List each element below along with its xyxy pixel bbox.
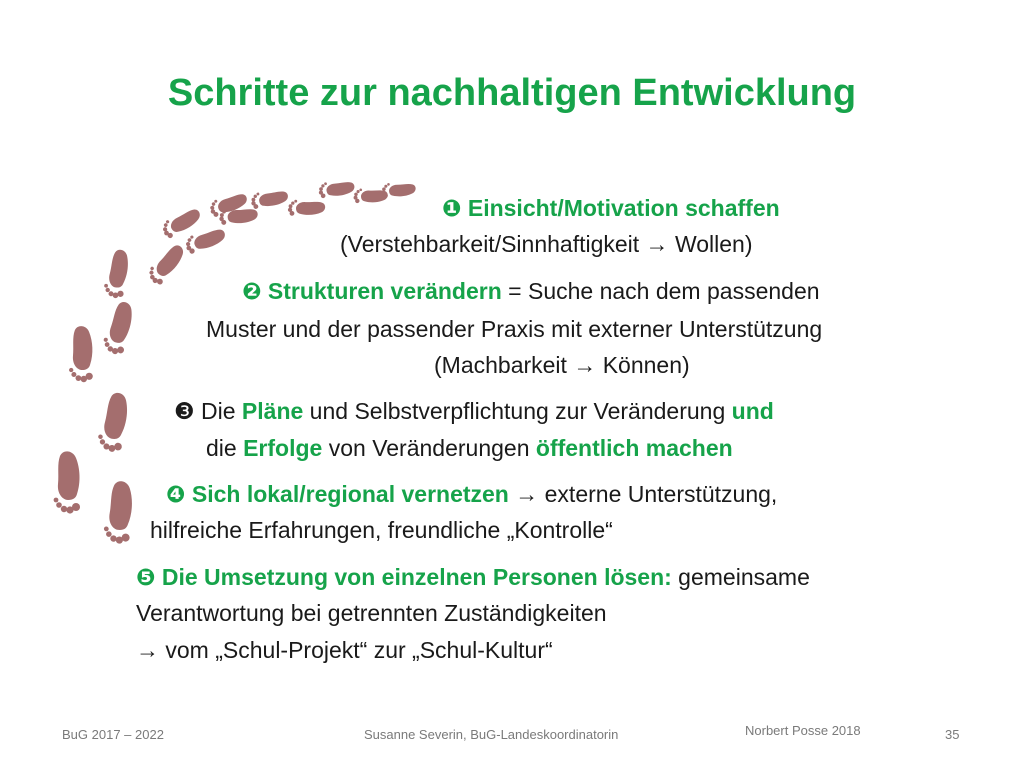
step-5-detail: Verantwortung bei getrennten Zuständigkeiten bbox=[136, 600, 607, 626]
step-5-title: ❺ Die Umsetzung von einzelnen Personen lösen: bbox=[136, 564, 672, 590]
step-3-highlight-plaene: Pläne bbox=[241, 398, 304, 424]
step-4-heading bbox=[166, 479, 777, 509]
step-3-text-a: ❸ Die bbox=[174, 398, 242, 424]
step-3-highlight-erfolge: Erfolge bbox=[243, 435, 323, 461]
step-1-heading bbox=[442, 193, 780, 223]
step-4-title: ❹ Sich lokal/regional vernetzen bbox=[166, 481, 509, 507]
footer-center: Susanne Severin, BuG-Landeskoordinatorin bbox=[364, 727, 619, 742]
step-4-text: → externe Unterstützung, bbox=[508, 481, 778, 507]
footer-left: BuG 2017 – 2022 bbox=[62, 727, 164, 742]
step-4-detail: hilfreiche Erfahrungen, freundliche „Kontrolle“ bbox=[150, 517, 613, 543]
step-3-line-1 bbox=[174, 396, 774, 426]
step-3-text-e: die bbox=[206, 435, 244, 461]
step-2-detail: Muster und der passender Praxis mit externer Unterstützung bbox=[206, 316, 823, 342]
footer-author: Norbert Posse 2018 bbox=[745, 723, 861, 738]
step-5-detail-2: → vom „Schul-Projekt“ zur „Schul-Kultur“ bbox=[136, 637, 553, 663]
step-1-detail: (Verstehbarkeit/Sinnhaftigkeit → Wollen) bbox=[340, 231, 753, 257]
step-3-text-g: von Veränderungen bbox=[322, 435, 536, 461]
slide-title: Schritte zur nachhaltigen Entwicklung bbox=[167, 72, 857, 114]
step-3-highlight-oeffentlich: öffentlich machen bbox=[535, 435, 733, 461]
page-number: 35 bbox=[945, 727, 960, 742]
step-3-text-c: und Selbstverpflichtung zur Veränderung bbox=[303, 398, 732, 424]
step-3-line-2 bbox=[206, 433, 733, 463]
step-3-highlight-und: und bbox=[731, 398, 774, 424]
step-5-text: gemeinsame bbox=[671, 564, 810, 590]
step-5-heading bbox=[136, 562, 810, 592]
step-2-text: = Suche nach dem passenden bbox=[501, 278, 820, 304]
step-2-heading bbox=[242, 276, 820, 306]
step-1-title: ❶ Einsicht/Motivation schaffen bbox=[442, 195, 780, 221]
step-2-detail-2: (Machbarkeit → Können) bbox=[434, 352, 690, 378]
step-2-title: ❷ Strukturen verändern bbox=[242, 278, 502, 304]
